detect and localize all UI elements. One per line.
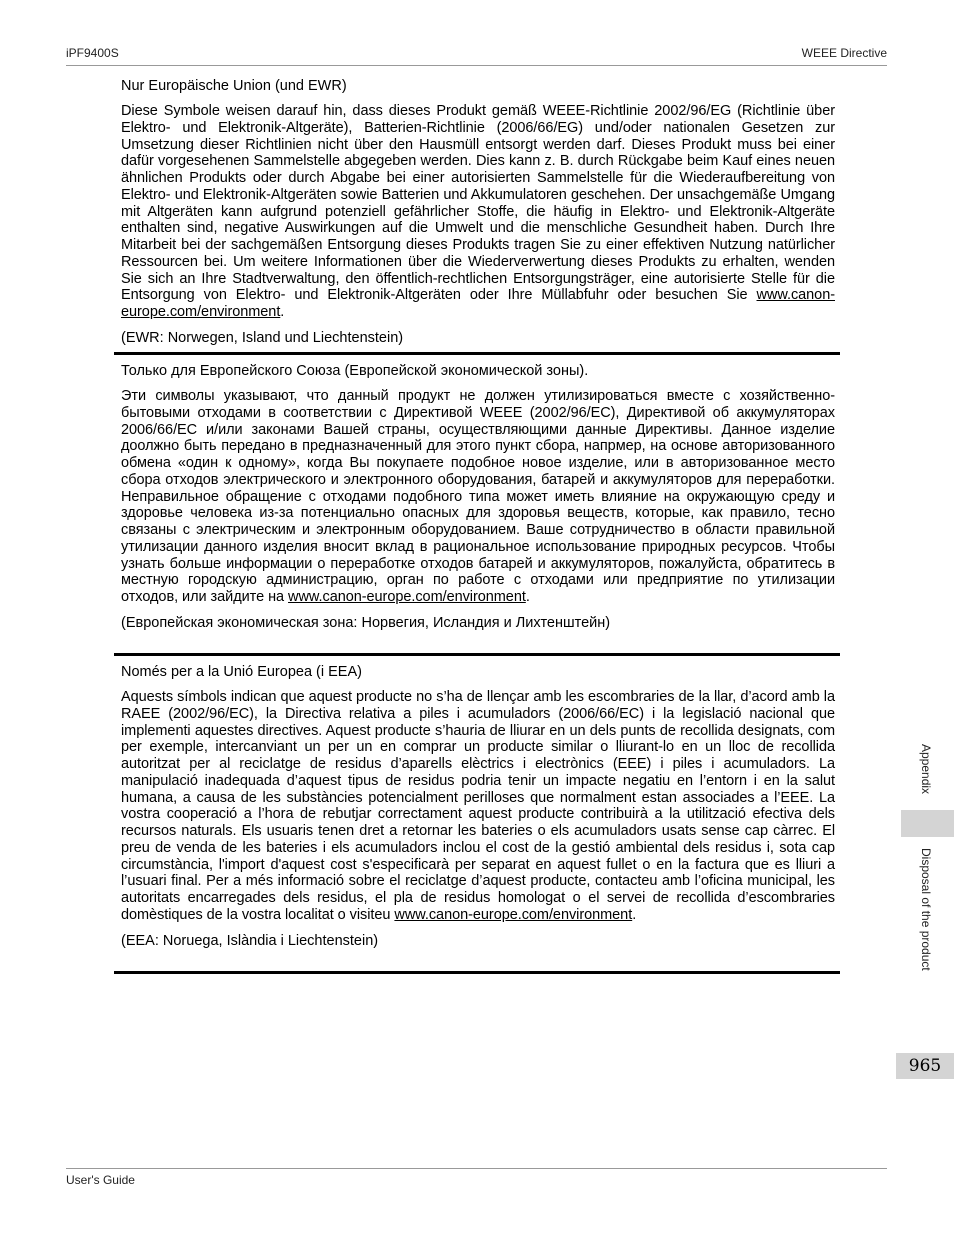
section-note: (EEA: Noruega, Islàndia i Liechtenstein) xyxy=(121,932,379,949)
section-body-tail: . xyxy=(525,589,530,605)
section-body xyxy=(121,689,835,924)
section-body-text: Aquests símbols indican que aquest producte no s’ha de llençar amb les escombraries de la llar, d’acord amb la RAEE (2002/96/EC), la Directiva relativa a piles i acumuladors (2006/66/EC) i la legislació nacional que implementi aquestes directives. Aquest producte s’hauria de lliurar en un dels punts de recollida designats, com per exemple, intercanviant un per un en comprar un producte similar o lliurant-lo en un lloc de recollida autoritzat per al reciclatge de residus d’aparells elèctrics i electrònics (EEE) i piles i acumuladors. La manipulació inadequada d’aquest tipus de residus podria tenir un impacte negatiu en l’entorn i en la salut humana, a causa de les substàncies potencialment perilloses que normalment estan associades a l’EEE. La vostra cooperació a l’hora de rebutjar correctament aquest producte contribuirà a la utilització efectiva dels recursos naturals. Els usuaris tenen dret a retornar les bateries o els acumuladors usats sense cap càrrec. El preu de venda de les bateries i els acumuladors inclou el cost de la gestió ambiental dels residus i, sota cap circumstància, l'import d'aquest cost s'especificarà per separat en aquest fullet o en la factura que es lliuri a l’usuari final. Per a més informació sobre el reciclatge d’aquest producte, contacteu amb l’oficina municipal, les autoritats encarregades dels residus, el pla de residus homologat o el servei de recollida d’escombraries domèstiques de la vostra localitat o visiteu xyxy=(121,689,835,923)
sidebar-tab-marker xyxy=(901,810,954,837)
footer-divider xyxy=(66,1168,887,1169)
environment-link[interactable]: www.canon-europe.com/environment xyxy=(288,589,526,605)
section-body xyxy=(121,388,835,606)
section-title: Només per a la Unió Europea (i EEA) xyxy=(121,664,362,680)
section-body-text: Diese Symbole weisen darauf hin, dass dieses Produkt gemäß WEEE-Richtlinie 2002/96/EG (Richtlinie über Elektro- und Elektronik-Altgeräte), Batterien-Richtlinie (2006/66/EG) und/oder nationalen Gesetzen zur Umsetzung dieser Richtlinien nicht über den Hausmüll entsorgt werden darf. Dieses Produkt muss bei einer dafür vorgesehenen Sammelstelle abgegeben werden. Dies kann z. B. durch Rückgabe beim Kauf eines neuen ähnlichen Produkts oder durch Abgabe bei einer autorisierten Sammelstelle für die Wiederaufbereitung von Elektro- und Elektronik-Altgeräten sowie Batterien und Akkumulatoren geschehen. Der unsachgemäße Umgang mit Altgeräten kann aufgrund potenziell gefährlicher Stoffe, die häufig in Elektro- und Elektronik-Altgeräte enthalten sind, negative Auswirkungen auf die Umwelt und die menschliche Gesundheit haben. Durch Ihre Mitarbeit bei der sachgemäßen Entsorgung dieses Produkts tragen Sie zu einer effektiven Nutzung natürlicher Ressourcen bei. Um weitere Informationen über die Wiederverwertung dieses Produkts zu erhalten, wenden Sie sich an Ihre Stadtverwaltung, den öffentlich-rechtlichen Entsorgungsträger, eine autorisierte Stelle für die Entsorgung von Elektro- und Elektronik-Altgeräten oder Ihre Müllabfuhr oder besuchen Sie xyxy=(121,103,835,304)
section-note: (Европейская экономическая зона: Норвегия, Исландия и Лихтенштейн) xyxy=(121,614,611,631)
environment-link[interactable]: www.canon-europe.com/environment xyxy=(394,906,633,923)
section-divider xyxy=(114,653,840,656)
header-divider xyxy=(66,65,887,66)
page-number: 965 xyxy=(896,1053,954,1079)
section-title: Только для Европейского Союза (Европейской экономической зоны). xyxy=(121,363,589,379)
section-divider xyxy=(114,971,840,974)
header-chapter-title: WEEE Directive xyxy=(801,46,887,60)
section-body-tail: . xyxy=(632,906,637,923)
section-german xyxy=(121,78,835,347)
sidebar-subsection-label[interactable]: Disposal of the product xyxy=(919,848,933,971)
header-product-name: iPF9400S xyxy=(66,46,119,60)
section-body xyxy=(121,103,835,321)
section-body-tail: . xyxy=(280,304,285,320)
section-body-text: Эти символы указывают, что данный продукт не должен утилизироваться вместе с хозяйственно-бытовыми отходами в соответствии с Директивой WEEE (2002/96/EC), Директивой об аккумуляторах 2006/66/EC и/или законами Вашей страны, осуществляющими данные Директивы. Данное изделие доолжно быть передано в предназначенный для этого пункт сбора, напрмер, на основе авторизованного обмена «один к одному», когда Вы покупаете подобное новое изделие, или в авторизованное место сбора отходов электрического и электронного оборудования, батарей и аккумуляторов для переработки. Неправильное обращение с отходами подобного типа может иметь влияние на окружающую среду и здоровье человека из-за потенциально опасных для здоровья веществ, которые, как правило, тесно связаны с электрическим и электронным оборудованием. Ваше сотрудничество в области правильной утилизации данного изделия вносит вклад в рациональное использование природных ресурсов. Чтобы узнать больше информации о переработке отходов батарей и аккумуляторов, пожалуйста, обратитесь в местную городскую администрацию, орган по работе с отходами или предприятие по утилизации отходов, или зайдите на xyxy=(121,388,835,605)
section-divider xyxy=(114,352,840,355)
environment-link[interactable]: www.canon-europe.com/environment xyxy=(121,287,835,320)
section-catalan xyxy=(121,664,835,950)
footer-guide-name: User's Guide xyxy=(66,1173,135,1187)
sidebar-section-label[interactable]: Appendix xyxy=(919,744,933,795)
section-russian xyxy=(121,363,835,632)
section-note: (EWR: Norwegen, Island und Liechtenstein) xyxy=(121,329,404,346)
section-title: Nur Europäische Union (und EWR) xyxy=(121,78,347,94)
